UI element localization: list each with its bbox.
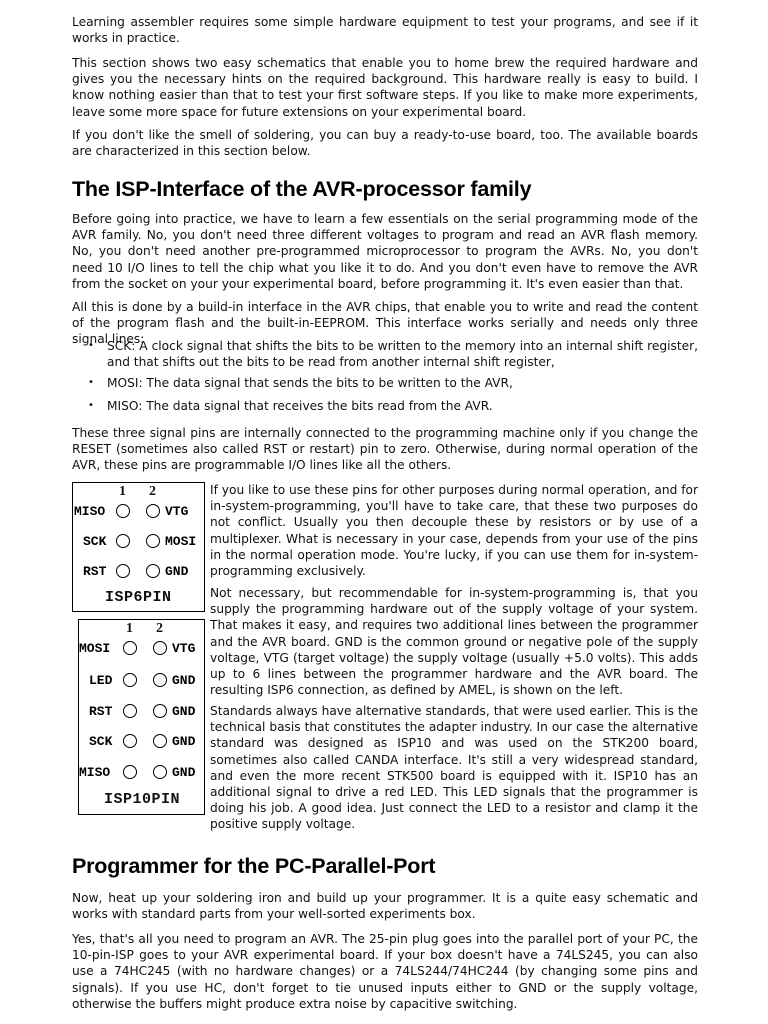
pin-circle-icon [153,734,167,748]
isp6-pin-label-right: VTG [165,504,189,519]
list-item: • MISO: The data signal that receives the bits read from the AVR. [72,398,698,414]
isp10-connector-name: ISP10PIN [104,791,181,808]
pin-circle-icon [123,673,137,687]
isp6-connector-diagram [72,482,205,612]
isp6-pin-label-right: MOSI [165,534,197,549]
isp10-pin-label-right: GND [172,734,196,749]
programmer-section-heading: Programmer for the PC-Parallel-Port [72,854,436,878]
isp10-pin-label-left: MOSI [79,641,111,656]
isp10-pin-label-right: VTG [172,641,196,656]
isp-paragraph-3: These three signal pins are internally connected to the programming machine only if you change the RESET (sometimes also called RST or restart) pin to zero. Otherwise, during normal operation of the AVR, these pins are programmable I/O lines like all the others. [72,426,698,473]
pin-circle-icon [153,704,167,718]
isp6-column-2-label: 2 [149,484,156,499]
pin-circle-icon [153,673,167,687]
isp10-pin-label-right: GND [172,765,196,780]
programmer-paragraph-1: Now, heat up your soldering iron and build up your programmer. It is a quite easy schematic and works with standard parts from your well-sorted experiments box. [72,891,698,922]
programmer-paragraph-2: Yes, that's all you need to program an AVR. The 25-pin plug goes into the parallel port of your PC, the 10-pin-ISP goes to your AVR experimental board. If your box doesn't have a 74LS245, you can also use a 74HC245 (with no hardware changes) or a 74LS244/74HC244 (by changing some pins and signals). If you use HC, don't forget to tie unused inputs either to GND or the supply voltage, otherwise the buffers might produce extra noise by capacitive switching. [72,932,698,1011]
isp10-pin-label-right: GND [172,673,196,688]
pin-circle-icon [146,534,160,548]
isp10-pin-label-right: GND [172,704,196,719]
isp6-pin-label-right: GND [165,564,189,579]
isp6-connector-name: ISP6PIN [105,589,172,606]
isp10-connector-diagram [78,619,205,815]
isp10-pin-label-left: SCK [89,734,113,749]
isp6-pin-row [73,531,204,553]
pin-circle-icon [123,704,137,718]
isp10-pin-label-left: LED [89,673,113,688]
isp-paragraph-4: If you like to use these pins for other purposes during normal operation, and for in-system-programming, you'll have to take care, that these two purposes do not conflict. Usually you then decouple these by resistors or by use of a multiplexer. What is necessary in your case, depends from your use of the pins in the normal operation mode. You're lucky, if you can use them for in-system-programming exclusively. [210,483,698,579]
pin-circle-icon [123,734,137,748]
isp6-pin-row [73,561,204,583]
intro-paragraph-2: This section shows two easy schematics that enable you to home brew the required hardware and gives you the necessary hints on the required background. This hardware really is easy to build. I know nothing easier than that to test your first software steps. If you like to make more experiments, leave some more space for future extensions on your experimental board. [72,56,698,119]
isp10-column-2-label: 2 [156,621,163,636]
pin-circle-icon [116,564,130,578]
pin-circle-icon [146,564,160,578]
pin-circle-icon [153,765,167,779]
isp-paragraph-6: Standards always have alternative standards, that were used earlier. This is the technical basis that constitutes the adapter industry. In our case the alternative standard was designed as ISP10 and was used on the STK200 board, sometimes also called CANDA interface. It's still a very widespread standard, and even the more recent STK500 board is equipped with it. ISP10 has an additional signal to drive a red LED. This LED signals that the programmer is doing his job. A good idea. Just connect the LED to a resistor and clamp it the positive supply voltage. [210,704,698,832]
isp10-pin-row [79,731,204,753]
isp6-column-1-label: 1 [119,484,126,499]
pin-circle-icon [116,504,130,518]
isp-paragraph-1: Before going into practice, we have to learn a few essentials on the serial programming mode of the AVR family. No, you don't need three different voltages to program and read an AVR flash memory. No, you don't need another pre-programmed microprocessor to program the AVRs. No, you don't need 10 I/O lines to tell the chip what you like it to do. And you don't even have to remove the AVR from the socket on your your experimental board, before programming it. It's even easier than that. [72,212,698,291]
signal-line-list [72,338,698,414]
isp10-pin-row [79,701,204,723]
isp6-pin-label-left: RST [83,564,107,579]
isp10-pin-row [79,762,204,784]
isp10-pin-row [79,670,204,692]
pin-circle-icon [116,534,130,548]
isp-section-heading: The ISP-Interface of the AVR-processor family [72,177,532,201]
pin-circle-icon [146,504,160,518]
isp6-pin-label-left: SCK [83,534,107,549]
list-item: • SCK: A clock signal that shifts the bits to be written to the memory into an internal shift register, and that shifts out the bits to be read from another internal shift register, [72,338,698,370]
isp-paragraph-2: All this is done by a build-in interface in the AVR chips, that enable you to write and read the content of the program flash and the built-in-EEPROM. This interface works serially and needs only three signal lines: [72,300,698,347]
isp10-column-1-label: 1 [126,621,133,636]
intro-paragraph-1: Learning assembler requires some simple hardware equipment to test your programs, and see if it works in practice. [72,15,698,46]
list-item: • MOSI: The data signal that sends the bits to be written to the AVR, [72,375,698,391]
pin-circle-icon [153,641,167,655]
isp10-pin-row [79,638,204,660]
pin-circle-icon [123,765,137,779]
isp-paragraph-5: Not necessary, but recommendable for in-system-programming is, that you supply the programming hardware out of the supply voltage of your system. That makes it easy, and requires two additional lines between the programmer and the AVR board. GND is the common ground or negative pole of the supply voltage, VTG (target voltage) the supply voltage (usually +5.0 volts). This adds up to 6 lines between the programmer hardware and the AVR board. The resulting ISP6 connection, as defined by AMEL, is shown on the left. [210,586,698,698]
isp10-pin-label-left: MISO [79,765,111,780]
isp6-pin-row [73,501,204,523]
isp6-pin-label-left: MISO [74,504,106,519]
intro-paragraph-3: If you don't like the smell of soldering, you can buy a ready-to-use board, too. The available boards are characterized in this section below. [72,128,698,159]
pin-circle-icon [123,641,137,655]
isp10-pin-label-left: RST [89,704,113,719]
